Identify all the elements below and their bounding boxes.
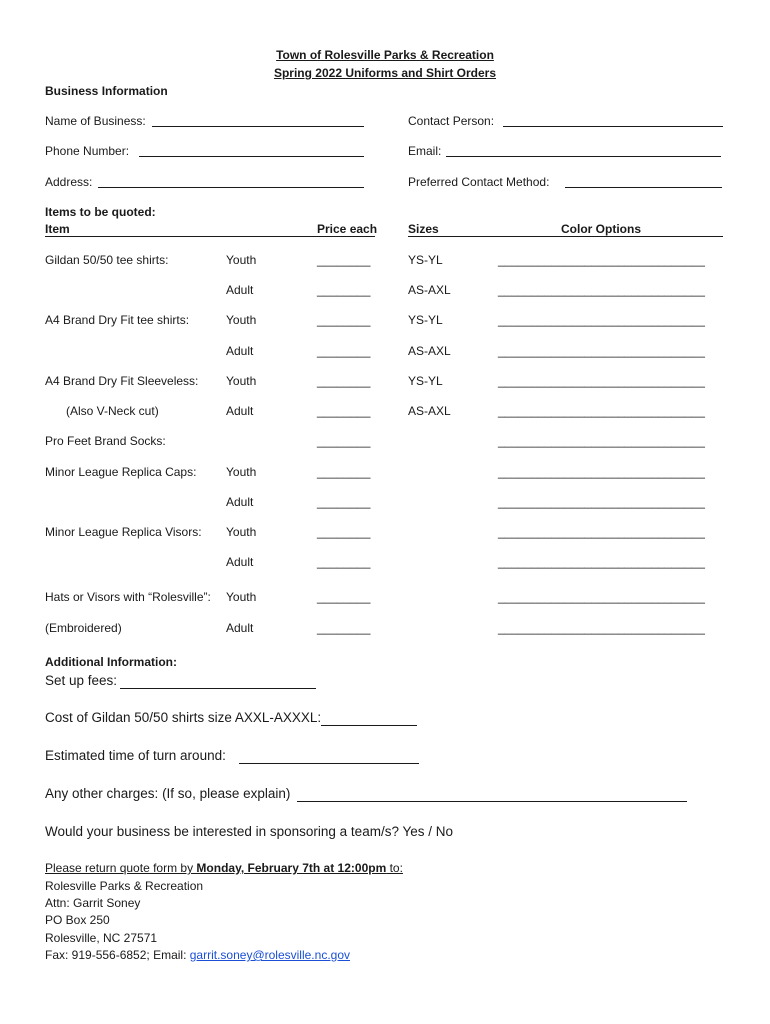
- contact-line: [45, 949, 350, 961]
- item-age: Youth: [226, 374, 257, 388]
- color-field[interactable]: _______________________________: [498, 344, 705, 358]
- column-colors: Color Options: [561, 222, 641, 236]
- contact-person-label: Contact Person:: [408, 114, 495, 128]
- return-post: to:: [386, 861, 403, 875]
- item-size: AS-AXL: [408, 283, 451, 297]
- price-field[interactable]: ________: [317, 404, 371, 418]
- color-field[interactable]: _______________________________: [498, 495, 705, 509]
- sponsor-question[interactable]: Would your business be interested in sponsoring a team/s? Yes / No: [45, 824, 453, 839]
- item-age: Adult: [226, 283, 254, 297]
- color-field[interactable]: _______________________________: [498, 404, 705, 418]
- item-age: Youth: [226, 525, 257, 539]
- item-size: YS-YL: [408, 313, 443, 327]
- city-line: Rolesville, NC 27571: [45, 931, 158, 945]
- items-header-rule-right: [408, 236, 723, 237]
- other-charges-label: Any other charges: (If so, please explain): [45, 786, 291, 801]
- column-item: Item: [45, 222, 70, 236]
- business-name-field[interactable]: [152, 126, 364, 127]
- color-field[interactable]: _______________________________: [498, 555, 705, 569]
- item-age: Adult: [226, 344, 254, 358]
- email-field[interactable]: [446, 156, 721, 157]
- item-age: Youth: [226, 465, 257, 479]
- item-size: YS-YL: [408, 253, 443, 267]
- phone-label: Phone Number:: [45, 144, 130, 158]
- fax-text: Fax: 919-556-6852; Email:: [45, 948, 190, 962]
- color-field[interactable]: _______________________________: [498, 253, 705, 267]
- color-field[interactable]: _______________________________: [498, 434, 705, 448]
- item-age: Youth: [226, 590, 257, 604]
- price-field[interactable]: ________: [317, 590, 371, 604]
- item-name: Minor League Replica Visors:: [45, 525, 202, 539]
- color-field[interactable]: _______________________________: [498, 465, 705, 479]
- preferred-contact-label: Preferred Contact Method:: [408, 175, 550, 189]
- item-size: YS-YL: [408, 374, 443, 388]
- return-pre: Please return quote form by: [45, 861, 197, 875]
- header-title: Town of Rolesville Parks & Recreation: [276, 48, 494, 62]
- po-box: PO Box 250: [45, 913, 110, 927]
- item-name: Minor League Replica Caps:: [45, 465, 197, 479]
- email-label: Email:: [408, 144, 442, 158]
- return-instructions: [45, 862, 403, 874]
- column-price: Price each: [317, 222, 378, 236]
- items-header-rule-left: [45, 236, 375, 237]
- item-size: AS-AXL: [408, 404, 451, 418]
- additional-heading: Additional Information:: [45, 655, 177, 669]
- color-field[interactable]: _______________________________: [498, 525, 705, 539]
- item-name: Pro Feet Brand Socks:: [45, 434, 166, 448]
- business-name-label: Name of Business:: [45, 114, 146, 128]
- color-field[interactable]: _______________________________: [498, 590, 705, 604]
- item-age: Adult: [226, 404, 254, 418]
- setup-fees-field[interactable]: [120, 688, 316, 689]
- header-subtitle: Spring 2022 Uniforms and Shirt Orders: [273, 66, 497, 80]
- price-field[interactable]: ________: [317, 434, 371, 448]
- item-name: Gildan 50/50 tee shirts:: [45, 253, 169, 267]
- item-name: A4 Brand Dry Fit tee shirts:: [45, 313, 190, 327]
- item-name: (Also V-Neck cut): [66, 404, 159, 418]
- color-field[interactable]: _______________________________: [498, 374, 705, 388]
- price-field[interactable]: ________: [317, 525, 371, 539]
- color-field[interactable]: _______________________________: [498, 313, 705, 327]
- item-name: A4 Brand Dry Fit Sleeveless:: [45, 374, 199, 388]
- color-field[interactable]: _______________________________: [498, 621, 705, 635]
- contact-person-field[interactable]: [503, 126, 723, 127]
- return-deadline: Monday, February 7th at 12:00pm: [196, 861, 387, 875]
- color-field[interactable]: _______________________________: [498, 283, 705, 297]
- price-field[interactable]: ________: [317, 495, 371, 509]
- item-age: Adult: [226, 621, 254, 635]
- business-heading: Business Information: [45, 84, 168, 98]
- price-field[interactable]: ________: [317, 555, 371, 569]
- item-age: Adult: [226, 555, 254, 569]
- item-age: Adult: [226, 495, 254, 509]
- price-field[interactable]: ________: [317, 344, 371, 358]
- item-size: AS-AXL: [408, 344, 451, 358]
- phone-field[interactable]: [139, 156, 364, 157]
- item-name: (Embroidered): [45, 621, 122, 635]
- org-name: Rolesville Parks & Recreation: [45, 879, 204, 893]
- price-field[interactable]: ________: [317, 283, 371, 297]
- items-heading: Items to be quoted:: [45, 205, 156, 219]
- address-label: Address:: [45, 175, 93, 189]
- attn-line: Attn: Garrit Soney: [45, 896, 141, 910]
- cost-field[interactable]: [321, 725, 417, 726]
- item-age: Youth: [226, 313, 257, 327]
- price-field[interactable]: ________: [317, 253, 371, 267]
- price-field[interactable]: ________: [317, 313, 371, 327]
- address-field[interactable]: [98, 187, 364, 188]
- preferred-contact-field[interactable]: [565, 187, 722, 188]
- column-sizes: Sizes: [408, 222, 439, 236]
- price-field[interactable]: ________: [317, 465, 371, 479]
- turnaround-label: Estimated time of turn around:: [45, 748, 226, 763]
- item-name: Hats or Visors with “Rolesville”:: [45, 590, 211, 604]
- cost-label: Cost of Gildan 50/50 shirts size AXXL-AXXXL:: [45, 710, 322, 725]
- price-field[interactable]: ________: [317, 374, 371, 388]
- other-charges-field[interactable]: [297, 801, 687, 802]
- price-field[interactable]: ________: [317, 621, 371, 635]
- item-age: Youth: [226, 253, 257, 267]
- email-link[interactable]: garrit.soney@rolesville.nc.gov: [189, 948, 350, 962]
- turnaround-field[interactable]: [239, 763, 419, 764]
- setup-fees-label: Set up fees:: [45, 673, 118, 688]
